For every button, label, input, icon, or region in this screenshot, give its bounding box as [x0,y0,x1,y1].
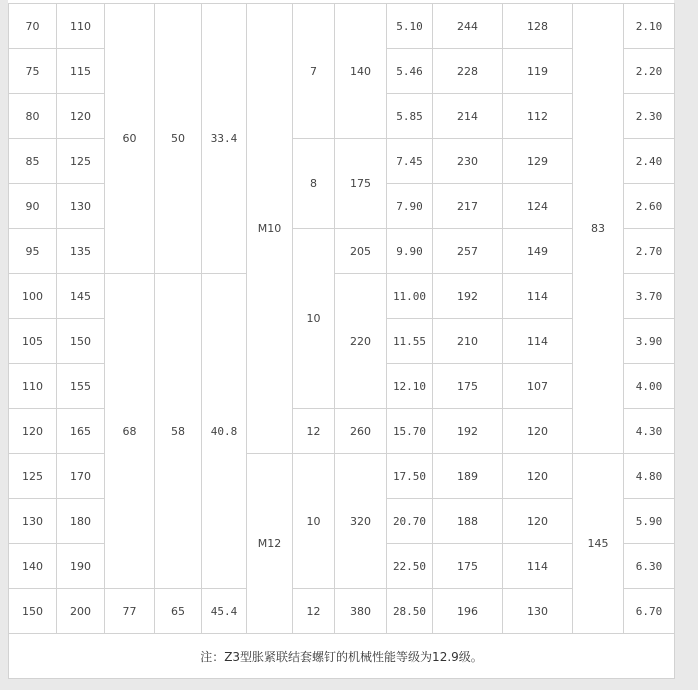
cell: 80 [9,94,57,139]
cell: 110 [9,364,57,409]
cell: 214 [433,94,503,139]
cell: 129 [503,139,573,184]
table-row [9,4,675,49]
cell: 11.00 [387,274,433,319]
cell: 12 [293,589,335,634]
cell: 45.4 [202,589,247,634]
table-note: 注：Z3型胀紧联结套螺钉的机械性能等级为12.9级。 [9,634,675,679]
cell: 110 [57,4,105,49]
cell: 17.50 [387,454,433,499]
cell: 10 [293,229,335,409]
cell: 320 [335,454,387,589]
cell: 130 [9,499,57,544]
cell: 6.30 [624,544,675,589]
cell: 124 [503,184,573,229]
cell: 2.40 [624,139,675,184]
cell: 8 [293,139,335,229]
cell: 2.70 [624,229,675,274]
cell: 149 [503,229,573,274]
cell: 145 [573,454,624,634]
cell: 12.10 [387,364,433,409]
cell: 20.70 [387,499,433,544]
cell: 125 [9,454,57,499]
cell: 175 [433,544,503,589]
cell: 175 [433,364,503,409]
cell: 112 [503,94,573,139]
cell: M12 [247,454,293,634]
cell: 4.80 [624,454,675,499]
cell: 150 [9,589,57,634]
cell: 58 [155,274,202,589]
cell: 155 [57,364,105,409]
cell: 140 [335,4,387,139]
cell: 50 [155,4,202,274]
cell: 260 [335,409,387,454]
cell: 119 [503,49,573,94]
cell: 190 [57,544,105,589]
cell: 22.50 [387,544,433,589]
cell: 114 [503,319,573,364]
cell: 83 [573,4,624,454]
cell: 5.90 [624,499,675,544]
cell: 5.85 [387,94,433,139]
cell: 128 [503,4,573,49]
cell: 28.50 [387,589,433,634]
cell: M10 [247,4,293,454]
cell: 220 [335,274,387,409]
cell: 6.70 [624,589,675,634]
cell: 192 [433,274,503,319]
cell: 189 [433,454,503,499]
cell: 40.8 [202,274,247,589]
cell: 33.4 [202,4,247,274]
cell: 60 [105,4,155,274]
cell: 100 [9,274,57,319]
cell: 230 [433,139,503,184]
cell: 120 [503,409,573,454]
cell: 7.45 [387,139,433,184]
cell: 192 [433,409,503,454]
cell: 68 [105,274,155,589]
cell: 125 [57,139,105,184]
cell: 12 [293,409,335,454]
cell: 205 [335,229,387,274]
cell: 85 [9,139,57,184]
cell: 120 [9,409,57,454]
cell: 135 [57,229,105,274]
cell: 2.20 [624,49,675,94]
cell: 114 [503,544,573,589]
cell: 115 [57,49,105,94]
cell: 105 [9,319,57,364]
cell: 5.10 [387,4,433,49]
cell: 120 [503,499,573,544]
cell: 380 [335,589,387,634]
cell: 75 [9,49,57,94]
cell: 107 [503,364,573,409]
cell: 90 [9,184,57,229]
cell: 170 [57,454,105,499]
cell: 165 [57,409,105,454]
cell: 5.46 [387,49,433,94]
cell: 7.90 [387,184,433,229]
cell: 2.10 [624,4,675,49]
cell: 217 [433,184,503,229]
cell: 114 [503,274,573,319]
cell: 196 [433,589,503,634]
cell: 210 [433,319,503,364]
cell: 120 [57,94,105,139]
cell: 3.90 [624,319,675,364]
cell: 200 [57,589,105,634]
cell: 2.30 [624,94,675,139]
cell: 4.30 [624,409,675,454]
cell: 11.55 [387,319,433,364]
cell: 10 [293,454,335,589]
cell: 130 [57,184,105,229]
cell: 244 [433,4,503,49]
cell: 140 [9,544,57,589]
cell: 257 [433,229,503,274]
cell: 130 [503,589,573,634]
cell: 2.60 [624,184,675,229]
cell: 15.70 [387,409,433,454]
cell: 145 [57,274,105,319]
table-note-row [9,634,675,679]
cell: 120 [503,454,573,499]
cell: 150 [57,319,105,364]
cell: 175 [335,139,387,229]
cell: 65 [155,589,202,634]
cell: 3.70 [624,274,675,319]
cell: 180 [57,499,105,544]
cell: 77 [105,589,155,634]
cell: 7 [293,4,335,139]
cell: 95 [9,229,57,274]
expansion-sleeve-spec-table [8,3,675,679]
cell: 4.00 [624,364,675,409]
cell: 70 [9,4,57,49]
cell: 9.90 [387,229,433,274]
cell: 188 [433,499,503,544]
cell: 228 [433,49,503,94]
